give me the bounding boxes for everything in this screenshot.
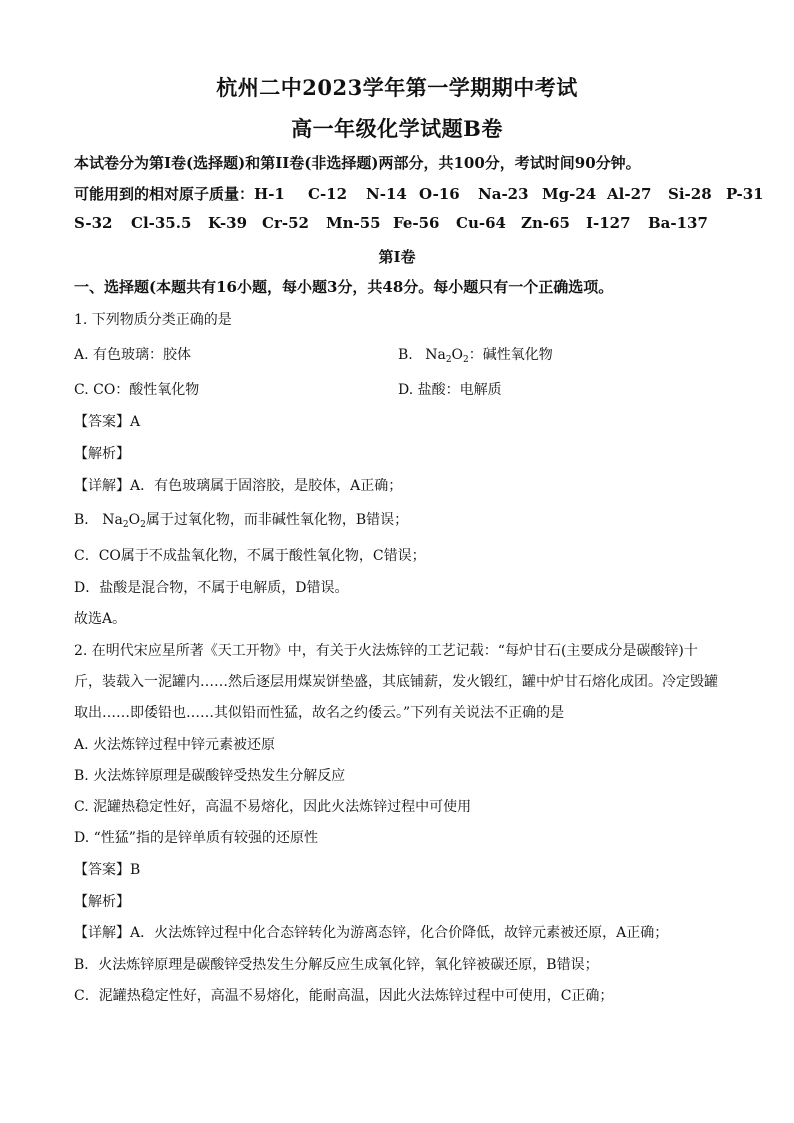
- mass-item: O-16: [419, 185, 460, 203]
- mass-item: Ba-137: [648, 214, 708, 232]
- question-1-conclusion: 故选A。: [74, 611, 127, 627]
- question-1-option-b: [398, 344, 553, 364]
- detail-label: B．: [74, 512, 99, 528]
- mass-item: Cu-64: [456, 214, 506, 232]
- atomic-masses-row2: [74, 214, 708, 232]
- mass-item: N-14: [366, 185, 407, 203]
- formula-sub: 2: [140, 520, 146, 530]
- formula-sub: 2: [463, 355, 469, 365]
- intro-text: 本试卷分为第I卷(选择题)和第II卷(非选择题)两部分，共100分，考试时间90分钟。: [74, 154, 641, 172]
- mass-item: S-32: [74, 214, 113, 232]
- formula-part: Na: [102, 512, 123, 528]
- question-2-option-d: D. “性猛”指的是锌单质有较强的还原性: [74, 830, 318, 846]
- question-1-detail-a: 【详解】A．有色玻璃属于固溶胶，是胶体，A正确；: [74, 478, 403, 494]
- question-2-option-a: A. 火法炼锌过程中锌元素被还原: [74, 737, 276, 753]
- question-2-analysis: 【解析】: [74, 894, 130, 910]
- mass-item: H-1: [254, 185, 285, 203]
- question-1-detail-d: D．盐酸是混合物，不属于电解质，D错误。: [74, 580, 349, 596]
- formula-sub: 2: [122, 520, 129, 530]
- mass-item: Fe-56: [393, 214, 440, 232]
- question-1-answer: 【答案】A: [74, 414, 141, 430]
- question-1-option-d: D. 盐酸：电解质: [398, 382, 502, 398]
- question-2-detail-c: C．泥罐热稳定性好，高温不易熔化，能耐高温，因此火法炼锌过程中可使用，C正确；: [74, 988, 614, 1004]
- question-2-detail-a: 【详解】A．火法炼锌过程中化合态锌转化为游离态锌，化合价降低，故锌元素被还原，A正确；: [74, 925, 669, 941]
- detail-text: 属于过氧化物，而非碱性氧化物，B错误；: [145, 512, 409, 528]
- formula-sub: 2: [445, 355, 452, 365]
- mass-item: P-31: [726, 185, 764, 203]
- mass-item: Al-27: [607, 185, 652, 203]
- formula-na2o2: [102, 512, 146, 528]
- question-1-detail-c: C．CO属于不成盐氧化物，不属于酸性氧化物，C错误；: [74, 548, 426, 564]
- question-2-answer: 【答案】B: [74, 862, 141, 878]
- exam-title: 杭州二中2023学年第一学期期中考试: [216, 75, 578, 100]
- formula-part: O: [128, 512, 141, 528]
- masses-label: 可能用到的相对原子质量：: [74, 185, 255, 203]
- mass-item: Zn-65: [521, 214, 570, 232]
- mass-item: Si-28: [668, 185, 712, 203]
- question-2-option-c: C. 泥罐热稳定性好，高温不易熔化，因此火法炼锌过程中可使用: [74, 799, 472, 815]
- formula-part: Na: [425, 347, 446, 363]
- section-heading: 第I卷: [378, 248, 416, 266]
- mass-item: Mn-55: [326, 214, 381, 232]
- question-1-option-a: A. 有色玻璃：胶体: [74, 347, 192, 363]
- atomic-masses-row1: [74, 183, 764, 204]
- mass-item: K-39: [208, 214, 248, 232]
- question-2-detail-b: B．火法炼锌原理是碳酸锌受热发生分解反应生成氧化锌，氧化锌被碳还原，B错误；: [74, 957, 599, 973]
- question-1-detail-b: [74, 509, 408, 529]
- exam-subtitle: 高一年级化学试题B卷: [291, 116, 503, 141]
- formula-part: O: [451, 347, 464, 363]
- mass-item: Na-23: [478, 185, 529, 203]
- question-2-stem-line3: 取出……即倭铅也……其似铅而性猛，故名之约倭云。”下列有关说法不正确的是: [74, 705, 565, 721]
- question-1-stem: 1. 下列物质分类正确的是: [74, 312, 232, 328]
- mass-item: C-12: [308, 185, 348, 203]
- option-text: ：碱性氧化物: [468, 347, 553, 363]
- mass-item: Cl-35.5: [131, 214, 192, 232]
- formula-na2o2: [425, 347, 469, 363]
- question-2-option-b: B. 火法炼锌原理是碳酸锌受热发生分解反应: [74, 768, 346, 784]
- question-2-stem-line1: 2. 在明代宋应星所著《天工开物》中，有关于火法炼锌的工艺记载：“每炉甘石(主要成分是碳酸锌)十: [74, 643, 698, 659]
- part-heading: 一、选择题(本题共有16小题，每小题3分，共48分。每小题只有一个正确选项。: [74, 278, 614, 296]
- mass-item: I-127: [586, 214, 631, 232]
- mass-item: Cr-52: [262, 214, 309, 232]
- question-1-analysis: 【解析】: [74, 446, 130, 462]
- mass-item: Mg-24: [542, 185, 597, 203]
- question-2-stem-line2: 斤，装载入一泥罐内……然后逐层用煤炭饼垫盛，其底铺薪，发火锻红，罐中炉甘石熔化成团。冷定毁罐: [74, 674, 718, 690]
- question-1-option-c: C. CO：酸性氧化物: [74, 382, 200, 398]
- option-label: B.: [398, 347, 413, 363]
